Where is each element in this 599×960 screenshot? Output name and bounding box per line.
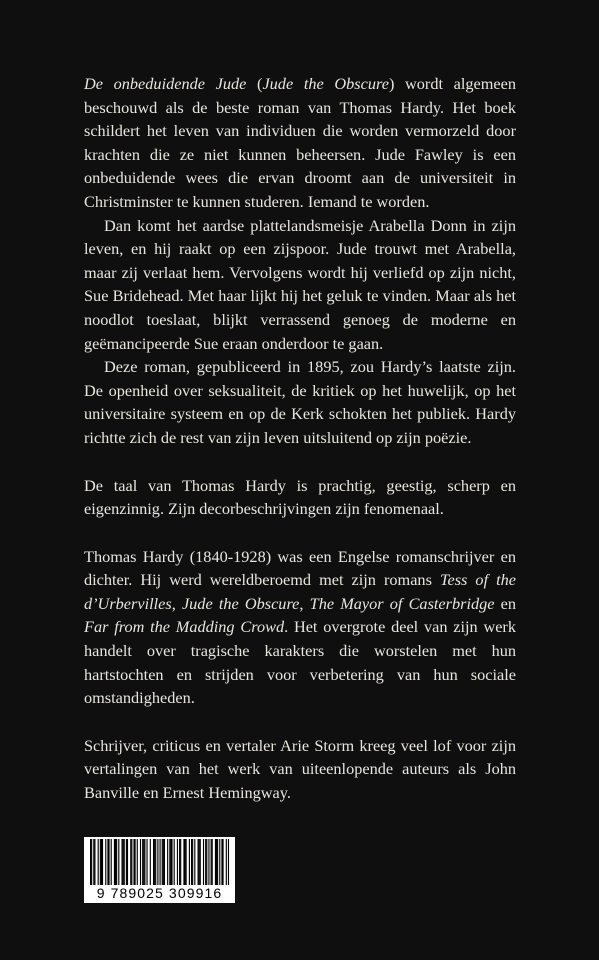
blurb-text [84,72,516,805]
barcode-bar [186,839,187,885]
barcode-bar [146,839,147,885]
barcode-bar [111,839,112,885]
barcode-bar [174,839,175,885]
barcode-bar [189,839,190,885]
barcode-bar [153,839,154,885]
barcode-bar [191,839,192,885]
barcode-bar [143,839,144,885]
barcode-bar [212,839,213,885]
intro-paragraph: De onbeduidende Jude (Jude the Obscure) wordt algemeen beschouwd als de beste roman van Thomas Hardy. Het boek schildert het leven van individuen die worden vermorzeld door krachten die ze niet kunnen beheersen. Jude Fawley is een onbeduidende wees die ervan droomt aan de universiteit in Christminster te kunnen studeren. Iemand te worden. [84,74,517,211]
barcode-bar [101,839,102,885]
barcode-bar [126,839,127,885]
barcode-bar [169,839,170,885]
barcode-bar [216,839,217,885]
barcode-bar [157,839,158,885]
barcode-bar [199,839,200,885]
book-title: Far from the Madding Crowd [84,617,285,637]
barcode-bar [211,839,212,885]
barcode-bar [206,839,207,885]
barcode-bar [116,839,117,885]
barcode-bar [192,839,193,885]
barcode-bar [164,839,165,885]
barcode-bar [124,839,125,885]
barcode-bar [222,839,223,885]
book-title: The Mayor of Casterbridge [309,593,495,613]
publication-paragraph: Deze roman, gepubliceerd in 1895, zou Hardy’s laatste zijn. De openheid over seksualiteit, de kritiek op het huwelijk, op het universitaire systeem en op de Kerk schokten het publiek. Hardy richtte zich de rest van zijn leven uitsluitend op zijn poëzie. [84,357,516,447]
barcode-bar [194,839,195,885]
barcode-bar [150,839,151,885]
translator-paragraph: Schrijver, criticus en vertaler Arie Storm kreeg veel lof voor zijn vertalingen van het werk van uiteenlopende auteurs als John Banville en Ernest Hemingway. [84,735,516,803]
barcode-bar [144,839,145,885]
barcode-bar [91,839,92,885]
barcode-bar [184,839,185,885]
barcode-bar [142,839,143,885]
barcode-bar [200,839,201,885]
barcode-bar [93,839,94,885]
english-title: Jude the Obscure [262,74,389,93]
barcode-bar [154,839,155,885]
barcode-bar [228,839,229,885]
barcode-bar [177,839,178,885]
isbn-barcode [84,837,235,903]
barcode-bar [130,839,131,885]
barcode-bar [127,839,128,885]
barcode-bar [226,839,227,885]
barcode-bar [133,839,134,885]
barcode-bar [118,839,119,885]
barcode-bar [217,839,218,885]
barcode-bar [140,839,141,885]
author-bio-paragraph: Thomas Hardy (1840-1928) was een Engelse romanschrijver en dichter. Hij werd wereldberoemd met zijn romans Tess of the d’Urbervilles, Jude the Obscure, The Mayor of Casterbridge en Far from the Madding Crowd. Het overgrote deel van zijn werk handelt over tragische karakters die worstelen met hun hartstochten en strijden voor verbetering van hun sociale omstandigheden. [84,546,517,708]
language-paragraph: De taal van Thomas Hardy is prachtig, geestig, scherp en eigenzinnig. Zijn decorbeschrijvingen zijn fenomenaal. [84,475,516,519]
barcode-bar [162,839,163,885]
barcode-bar [115,839,116,885]
barcode-bar [102,839,103,885]
barcode-bar [198,839,199,885]
barcode-bar [107,839,108,885]
barcode-bar [98,839,99,885]
barcode-bar [170,839,171,885]
barcode-bar [163,839,164,885]
barcode-bar [108,839,109,885]
barcode-bar [105,839,106,885]
plot-paragraph: Dan komt het aardse plattelandsmeisje Arabella Donn in zijn leven, en hij raakt op een zijspoor. Jude trouwt met Arabella, maar zij verlaat hem. Vervolgens wordt hij verliefd op zijn nicht, Sue Bridehead. Met haar lijkt hij het geluk te vinden. Maar als het noodlot toeslaat, blijkt verrassend genoeg de moderne en geëmancipeerde Sue eraan onderdoor te gaan. [84,215,516,353]
barcode-bar [203,839,204,885]
barcode-bar [171,839,172,885]
barcode-bar [123,839,124,885]
isbn-number: 9 789025 309916 [96,885,223,901]
dutch-title: De onbeduidende Jude [84,74,247,93]
barcode-bar [114,839,115,885]
barcode-bar [131,839,132,885]
barcode-bar [221,839,222,885]
barcode-bar [90,839,91,885]
barcode-bar [219,839,220,885]
barcode-bar [167,839,168,885]
barcode-bar [100,839,101,885]
barcode-bar [155,839,156,885]
barcode-bar [160,839,161,885]
barcode-bar [205,839,206,885]
barcode-bar [215,839,216,885]
book-title: Jude the Obscure [181,593,300,613]
barcode-bar [135,839,136,885]
barcode-bar [121,839,122,885]
barcode-bar [180,839,181,885]
barcode-bar [179,839,180,885]
barcode-bar [137,839,138,885]
barcode-bar [183,839,184,885]
barcode-bar [208,839,209,885]
book-title: Tess of the d’Urbervilles [84,570,517,613]
barcode-bar [94,839,95,885]
